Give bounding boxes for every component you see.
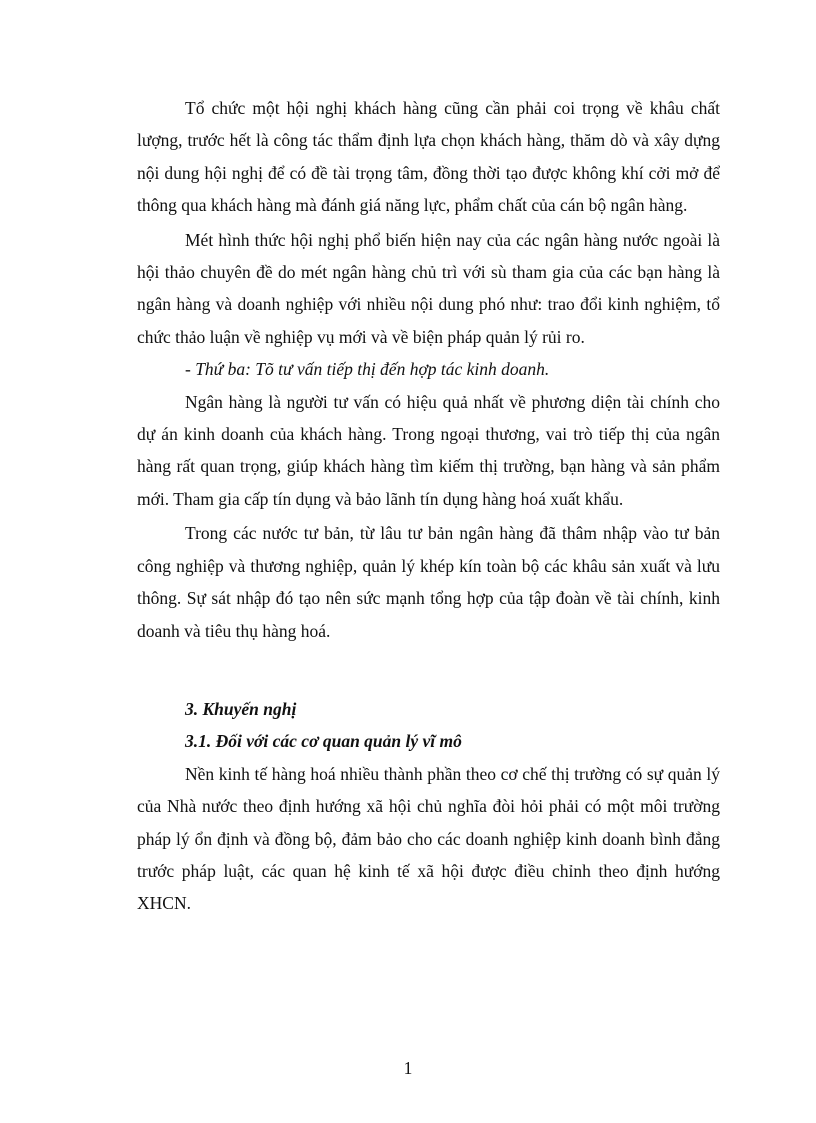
paragraph-bank-advisor: Ngân hàng là người tư vấn có hiệu quả nhất về phương diện tài chính cho dự án kinh doanh của khách hàng. Trong ngoại thương, vai trò tiếp thị của ngân hàng rất quan trọng, giúp khách hàng tìm kiếm thị trường, bạn hàng và sản phẩm mới. Tham gia cấp tín dụng và bảo lãnh tín dụng hàng hoá xuất khẩu. [137,391,720,509]
paragraph-capitalist-countries: Trong các nước tư bản, từ lâu tư bản ngân hàng đã thâm nhập vào tư bản công nghiệp và thương nghiệp, quản lý khép kín toàn bộ các khâu sản xuất và lưu thông. Sự sát nhập đó tạo nên sức mạnh tổng hợp của tập đoàn về tài chính, kinh doanh và tiêu thụ hàng hoá. [137,523,720,641]
subsection-heading-macro-agencies: 3.1. Đối với các cơ quan quản lý vĩ mô [185,731,462,752]
subheading-third-point: - Thứ ba: Tõ tư vấn tiếp thị đến hợp tác kinh doanh. [185,359,550,380]
document-body [137,92,720,920]
paragraph-conference-form: Mét hình thức hội nghị phổ biến hiện nay của các ngân hàng nước ngoài là hội thảo chuyên đề do mét ngân hàng chủ trì với sù tham gia của các bạn hàng là ngân hàng và doanh nghiệp với nhiều nội dung phó như: trao đổi kinh nghiệm, tổ chức thảo luận về nghiệp vụ mới và về biện pháp quản lý rủi ro. [137,229,720,347]
paragraph-customer-conference: Tổ chức một hội nghị khách hàng cũng cần phải coi trọng về khâu chất lượng, trước hết là công tác thẩm định lựa chọn khách hàng, thăm dò và xây dựng nội dung hội nghị để có đề tài trọng tâm, đồng thời tạo được không khí cởi mở để thông qua khách hàng mà đánh giá năng lực, phẩm chất của cán bộ ngân hàng. [137,98,720,216]
section-heading-recommendations: 3. Khuyến nghị [185,698,297,719]
page-number: 1 [403,1058,413,1078]
paragraph-market-economy: Nền kinh tế hàng hoá nhiều thành phần theo cơ chế thị trường có sự quản lý của Nhà nước theo định hướng xã hội chủ nghĩa đòi hỏi phải có một môi trường pháp lý ổn định và đồng bộ, đảm bảo cho các doanh nghiệp kinh doanh bình đẳng trước pháp luật, các quan hệ kinh tế xã hội được điều chỉnh theo định hướng XHCN. [137,763,720,914]
